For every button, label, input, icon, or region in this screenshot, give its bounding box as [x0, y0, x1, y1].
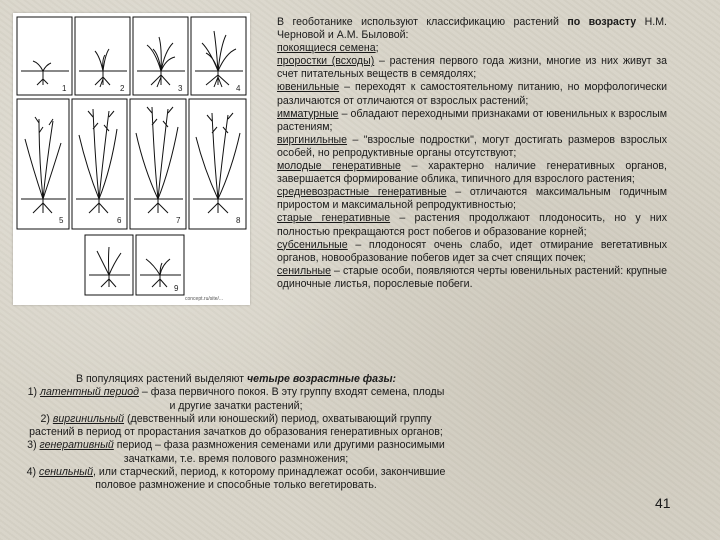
classification-term: проростки (всходы) [277, 55, 375, 68]
panel-number-7: 7 [176, 216, 181, 225]
phase-4: 4) сенильный, или старческий, период, к которому принадлежат особи, закончившие половое размножение и способные только вегетировать. [26, 466, 446, 492]
classification-term: ювенильные [277, 81, 340, 94]
classification-item [277, 55, 667, 81]
age-classification-text [277, 16, 667, 291]
panel-number-8: 8 [236, 216, 241, 225]
classification-item [277, 265, 667, 291]
phase-2: 2) виргинильный (девственный или юношеский) период, охватывающий группу растений в период от прорастания зачатков до образования генеративных органов; [29, 412, 443, 439]
classification-term: средневозрастные генеративные [277, 186, 447, 199]
panel-number-1: 1 [62, 84, 67, 93]
classification-description: – переходят к самостоятельному питанию, но морфологически различаются от отличаются от взрослых растений; [277, 81, 667, 107]
classification-item [277, 42, 667, 55]
classification-term: молодые генеративные [277, 160, 401, 173]
phase-3: 3) генеративный период – фаза размножения семенами или другими разносимыми зачатками, т.е. время полового размножения; [27, 439, 445, 465]
classification-item [277, 134, 667, 160]
classification-description: – обладают переходными признаками от ювенильных к взрослым растениям; [277, 107, 667, 133]
plant-age-stages-figure [13, 13, 250, 305]
classification-item [277, 108, 667, 134]
classification-description: – растения первого года жизни, многие из них живут за счет питательных веществ в семядолях; [277, 55, 667, 81]
phase-1: 1) латентный период – фаза первичного покоя. В эту группу входят семена, плоды и другие зачатки растений; [27, 386, 445, 412]
classification-description: – растения продолжают плодоносить, но у них полностью прекращаются рост побегов и образование корней; [277, 212, 667, 238]
classification-item [277, 81, 667, 107]
classification-description: – характерно наличие генеративных органов, завершается формирование облика, типичного для взрослого растения; [277, 160, 667, 186]
phases-intro: В популяциях растений выделяют четыре возрастные фазы: [75, 373, 397, 385]
classification-term: старые генеративные [277, 212, 391, 225]
classification-description: – плодоносят очень слабо, идет отмирание вегетативных органов, новообразование побегов идет за счет спящих почек; [277, 238, 667, 264]
figure-watermark: concept.ru/site/... [185, 296, 224, 302]
classification-item [277, 239, 667, 265]
classification-description: – отличаются максимальным годичным приростом и максимальной репродуктивностью; [277, 186, 667, 212]
classification-description: ; [375, 42, 379, 55]
panel-number-6: 6 [117, 216, 122, 225]
classification-term: покоящиеся семена [277, 42, 376, 55]
classification-term: сенильные [277, 264, 332, 277]
panel-number-5: 5 [59, 216, 64, 225]
panel-number-3: 3 [178, 84, 183, 93]
panel-number-4: 4 [236, 84, 241, 93]
classification-item [277, 160, 667, 186]
classification-intro: В геоботанике используют классификацию растений по возрасту Н.М. Черновой и А.М. Быловой: [277, 16, 667, 42]
panel-number-2: 2 [120, 84, 125, 93]
age-phases-text [26, 373, 446, 493]
classification-list [277, 42, 667, 291]
classification-item [277, 186, 667, 212]
classification-term: виргинильные [277, 133, 348, 146]
classification-term: имматурные [277, 107, 339, 120]
classification-item [277, 212, 667, 238]
figure-drawing [13, 13, 250, 305]
slide-number: 41 [655, 495, 671, 511]
classification-description: – "взрослые подростки", могут достигать размеров взрослых особей, но репродуктивные органы отсутствуют; [277, 133, 667, 159]
classification-term: субсенильные [277, 238, 348, 251]
classification-description: – старые особи, появляются черты ювенильных растений: крупные одиночные листья, порослевые побеги. [277, 264, 667, 290]
panel-number-9: 9 [174, 284, 179, 293]
